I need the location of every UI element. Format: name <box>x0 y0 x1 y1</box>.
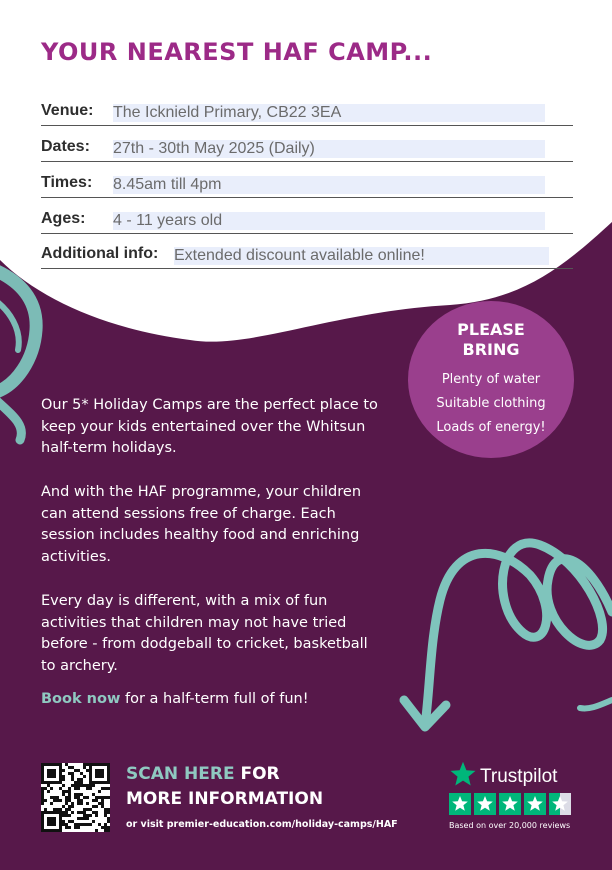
times-row <box>41 172 573 198</box>
venue-label: Venue: <box>41 102 94 119</box>
additional-info-label: Additional info: <box>41 245 159 262</box>
activities-paragraph: Every day is different, with a mix of fun activities that children may not have tried before - from dodgeball to cricket, basketball to archery. <box>41 593 368 674</box>
rating-star-icon <box>449 793 471 815</box>
trustpilot-wordmark: Trustpilot <box>480 766 558 787</box>
please-bring-badge <box>408 301 574 458</box>
scan-here-line2: MORE INFORMATION <box>126 789 324 809</box>
scan-here-accent: SCAN HERE <box>126 764 235 784</box>
field-underline <box>41 161 573 162</box>
page-title: YOUR NEAREST HAF CAMP... <box>41 38 433 66</box>
book-now-link[interactable]: Book now <box>41 691 121 707</box>
qr-code-icon[interactable] <box>41 763 110 832</box>
field-underline <box>41 197 573 198</box>
please-bring-title <box>408 320 574 360</box>
field-underline <box>41 268 573 269</box>
venue-row <box>41 100 573 126</box>
book-now-line <box>41 691 309 707</box>
bring-item-clothing: Suitable clothing <box>436 396 546 411</box>
rating-star-icon <box>524 793 546 815</box>
scan-here-heading <box>126 762 323 812</box>
times-label: Times: <box>41 174 93 191</box>
please-bring-title-line1: PLEASE <box>457 320 525 339</box>
trustpilot-rating-stars <box>449 792 572 816</box>
intro-paragraph: Our 5* Holiday Camps are the perfect place to keep your kids entertained over the Whitsun half-term holidays. <box>41 397 378 456</box>
please-bring-title-line2: BRING <box>462 340 520 359</box>
rating-star-icon <box>499 793 521 815</box>
trustpilot-logo[interactable] <box>449 760 579 788</box>
bring-item-energy: Loads of energy! <box>436 420 546 435</box>
dates-label: Dates: <box>41 138 90 155</box>
scan-here-for: FOR <box>234 764 280 784</box>
book-now-rest: for a half-term full of fun! <box>120 691 309 707</box>
trustpilot-star-icon <box>449 760 477 788</box>
ages-row <box>41 208 573 234</box>
ages-field[interactable]: 4 - 11 years old <box>113 212 545 230</box>
haf-programme-paragraph: And with the HAF programme, your children can attend sessions free of charge. Each session includes healthy food and enriching activities. <box>41 484 362 565</box>
teal-swirl-decoration <box>0 268 36 440</box>
field-underline <box>41 125 573 126</box>
bring-item-water: Plenty of water <box>441 372 541 387</box>
ages-label: Ages: <box>41 210 86 227</box>
field-underline <box>41 233 573 234</box>
dates-row <box>41 136 573 162</box>
additional-info-field[interactable]: Extended discount available online! <box>174 247 549 265</box>
times-field[interactable]: 8.45am till 4pm <box>113 176 545 194</box>
venue-field[interactable]: The Icknield Primary, CB22 3EA <box>113 104 545 122</box>
trustpilot-caption: Based on over 20,000 reviews <box>449 821 571 830</box>
dates-field[interactable]: 27th - 30th May 2025 (Daily) <box>113 140 545 158</box>
rating-star-icon <box>474 793 496 815</box>
additional-info-row <box>41 243 573 269</box>
teal-arrow-decoration <box>404 543 612 727</box>
rating-star-icon <box>549 793 571 815</box>
visit-website-link[interactable]: or visit premier-education.com/holiday-camps/HAF <box>126 819 398 830</box>
